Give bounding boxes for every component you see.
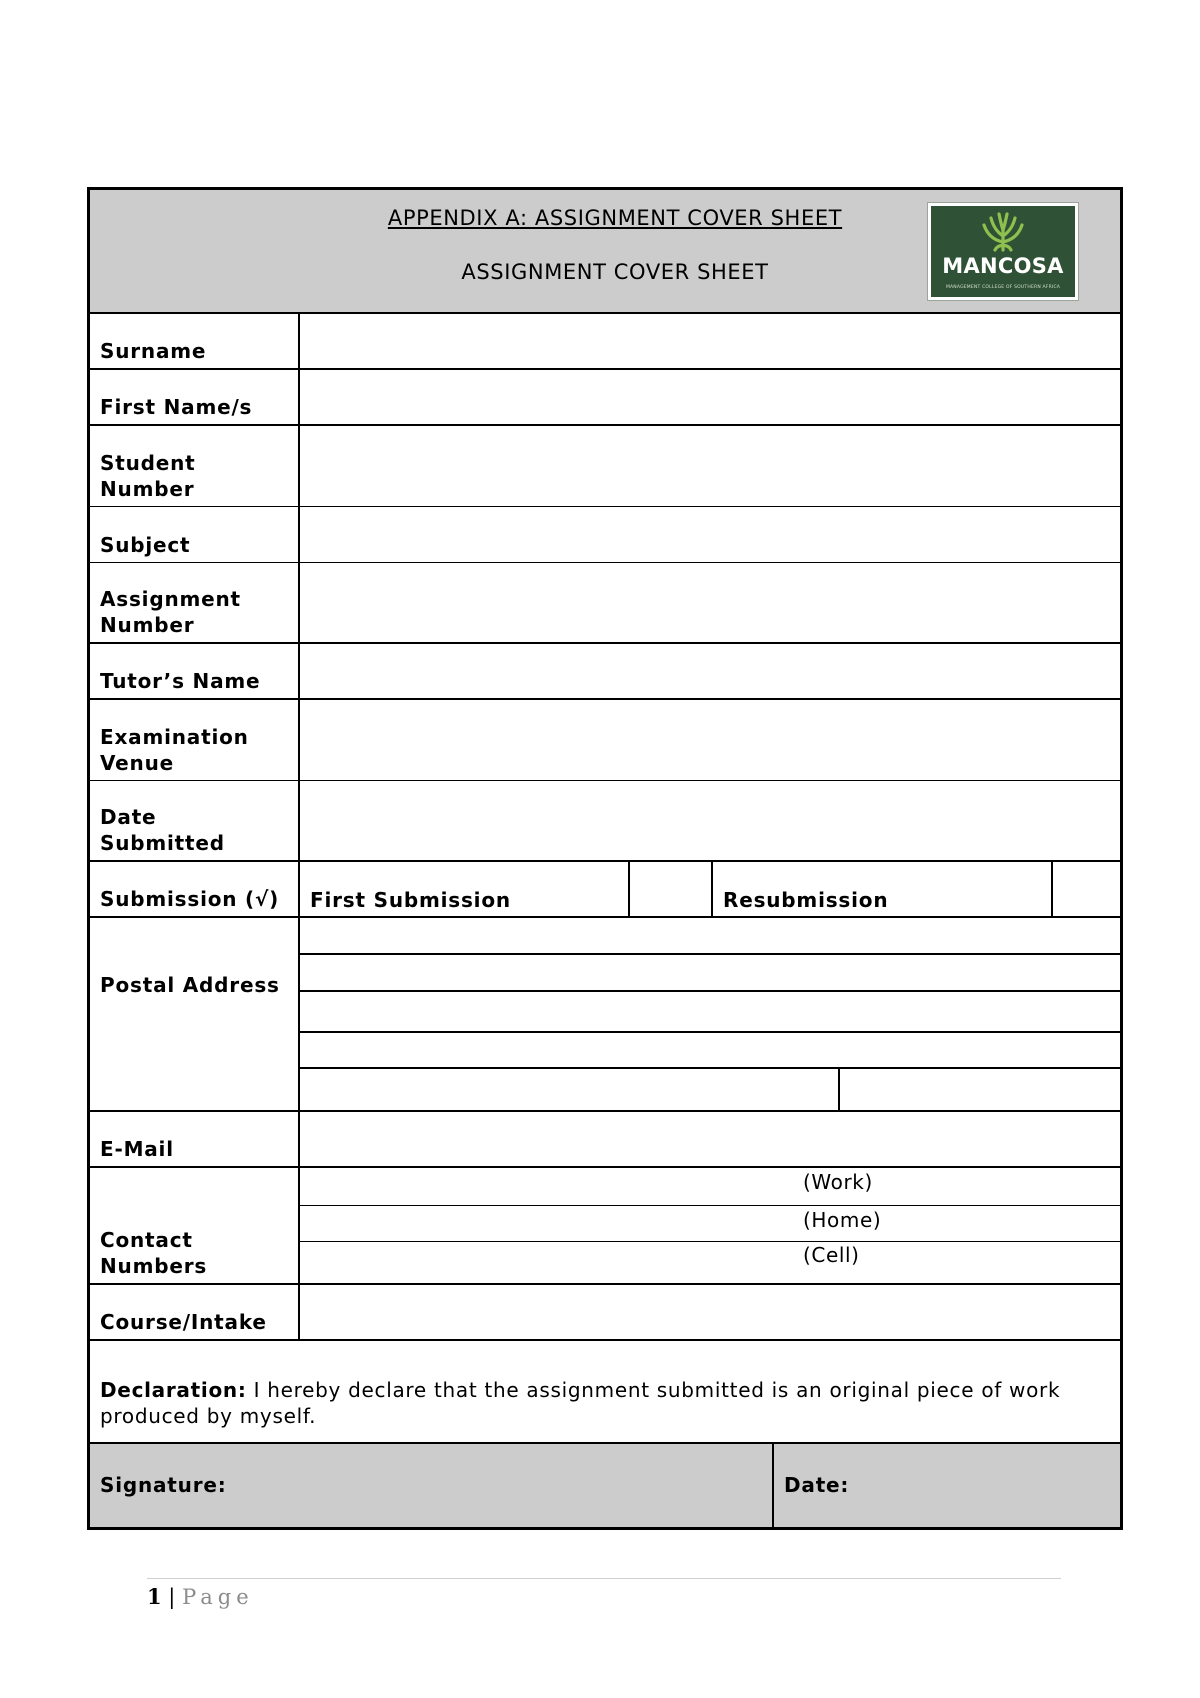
- subject-field[interactable]: [302, 507, 1120, 562]
- first-name-field[interactable]: [302, 370, 1120, 424]
- resubmission-cell: [713, 862, 1053, 916]
- contact-divider: [300, 1205, 1120, 1206]
- student-number-label-cell: [90, 426, 300, 506]
- postal-code-field[interactable]: [840, 1069, 1120, 1110]
- page-word: Page: [182, 1585, 254, 1609]
- first-name-label-cell: [90, 370, 300, 424]
- home-number-field[interactable]: [302, 1207, 1120, 1241]
- course-intake-label-cell: [90, 1285, 300, 1339]
- signature-divider: [772, 1444, 774, 1527]
- contact-numbers-label: Contact Numbers: [100, 1228, 208, 1278]
- tutor-name-label-cell: [90, 644, 300, 698]
- work-number-field[interactable]: [302, 1168, 1120, 1205]
- course-intake-row: [90, 1285, 1120, 1341]
- home-label: (Home): [803, 1208, 882, 1232]
- email-label: E-Mail: [100, 1137, 174, 1161]
- submission-label: Submission (√): [100, 887, 280, 911]
- signature-row: [90, 1444, 1120, 1527]
- date-submitted-field[interactable]: [302, 781, 1120, 860]
- surname-row: [90, 314, 1120, 370]
- appendix-title: APPENDIX A: ASSIGNMENT COVER SHEET: [387, 206, 843, 230]
- subject-label: Subject: [100, 533, 191, 557]
- surname-label: Surname: [100, 339, 207, 363]
- student-number-row: [90, 426, 1120, 507]
- first-name-row: [90, 370, 1120, 426]
- first-submission-cell: [300, 862, 630, 916]
- date-submitted-label: Date Submitted: [100, 805, 225, 855]
- assignment-number-label-cell: [90, 563, 300, 642]
- first-name-label: First Name/s: [100, 395, 253, 419]
- cover-sheet-form: [87, 187, 1123, 1530]
- resubmission-checkbox[interactable]: [1053, 862, 1120, 916]
- subject-row: [90, 507, 1120, 563]
- footer-rule: [147, 1578, 1061, 1579]
- surname-label-cell: [90, 314, 300, 368]
- work-label: (Work): [803, 1170, 873, 1194]
- signature-field[interactable]: [220, 1444, 770, 1527]
- subject-label-cell: [90, 507, 300, 562]
- assignment-number-row: [90, 563, 1120, 644]
- postal-address-line-4[interactable]: [302, 1033, 1120, 1067]
- cell-label: (Cell): [803, 1243, 860, 1267]
- postal-address-line-1[interactable]: [302, 918, 1120, 953]
- declaration-body: I hereby declare that the assignment submitted is an original piece of work produced by myself.: [100, 1378, 1061, 1428]
- cell-number-field[interactable]: [302, 1243, 1120, 1283]
- student-number-label: Student Number: [100, 451, 196, 501]
- date-submitted-row: [90, 781, 1120, 862]
- examination-venue-label-cell: [90, 700, 300, 780]
- assignment-number-field[interactable]: [302, 563, 1120, 642]
- email-field[interactable]: [302, 1112, 1120, 1166]
- course-intake-label: Course/Intake: [100, 1310, 267, 1334]
- submission-row: [90, 862, 1120, 918]
- postal-address-line-5[interactable]: [302, 1069, 838, 1110]
- date-label: Date:: [784, 1473, 850, 1497]
- postal-address-label: Postal Address: [100, 973, 280, 997]
- form-header: [90, 190, 1120, 314]
- first-submission-checkbox[interactable]: [630, 862, 713, 916]
- contact-numbers-label-cell: [90, 1168, 300, 1283]
- date-submitted-label-cell: [90, 781, 300, 860]
- contact-numbers-row: [90, 1168, 1120, 1285]
- assignment-number-label: Assignment Number: [100, 587, 241, 637]
- tutor-name-label: Tutor’s Name: [100, 669, 261, 693]
- surname-field[interactable]: [302, 314, 1120, 368]
- submission-label-cell: [90, 862, 300, 916]
- student-number-field[interactable]: [302, 426, 1120, 506]
- page-footer: [147, 1584, 254, 1609]
- email-label-cell: [90, 1112, 300, 1166]
- page-number: 1: [147, 1584, 162, 1609]
- form-subtitle: ASSIGNMENT COVER SHEET: [461, 260, 769, 284]
- postal-address-line-2[interactable]: [302, 955, 1120, 990]
- examination-venue-row: [90, 700, 1120, 781]
- mancosa-logo: [928, 203, 1078, 300]
- declaration-text: [100, 1377, 1110, 1429]
- footer-separator: |: [161, 1585, 183, 1609]
- postal-address-line-3[interactable]: [302, 992, 1120, 1031]
- examination-venue-label: Examination Venue: [100, 725, 249, 775]
- email-row: [90, 1112, 1120, 1168]
- course-intake-field[interactable]: [302, 1285, 1120, 1339]
- signature-label: Signature:: [100, 1473, 227, 1497]
- logo-wordmark: MANCOSA: [942, 254, 1064, 278]
- declaration-label: Declaration:: [100, 1378, 247, 1402]
- date-field[interactable]: [860, 1444, 1120, 1527]
- tutor-name-row: [90, 644, 1120, 700]
- examination-venue-field[interactable]: [302, 700, 1120, 780]
- resubmission-label: Resubmission: [723, 888, 889, 912]
- first-submission-label: First Submission: [310, 888, 511, 912]
- postal-address-row: [90, 918, 1120, 1112]
- logo-tree-icon: [931, 206, 1075, 297]
- declaration-row: [90, 1341, 1120, 1444]
- postal-address-label-cell: [90, 918, 300, 1110]
- logo-tagline: MANAGEMENT COLLEGE OF SOUTHERN AFRICA: [945, 285, 1061, 290]
- tutor-name-field[interactable]: [302, 644, 1120, 698]
- contact-divider: [300, 1241, 1120, 1242]
